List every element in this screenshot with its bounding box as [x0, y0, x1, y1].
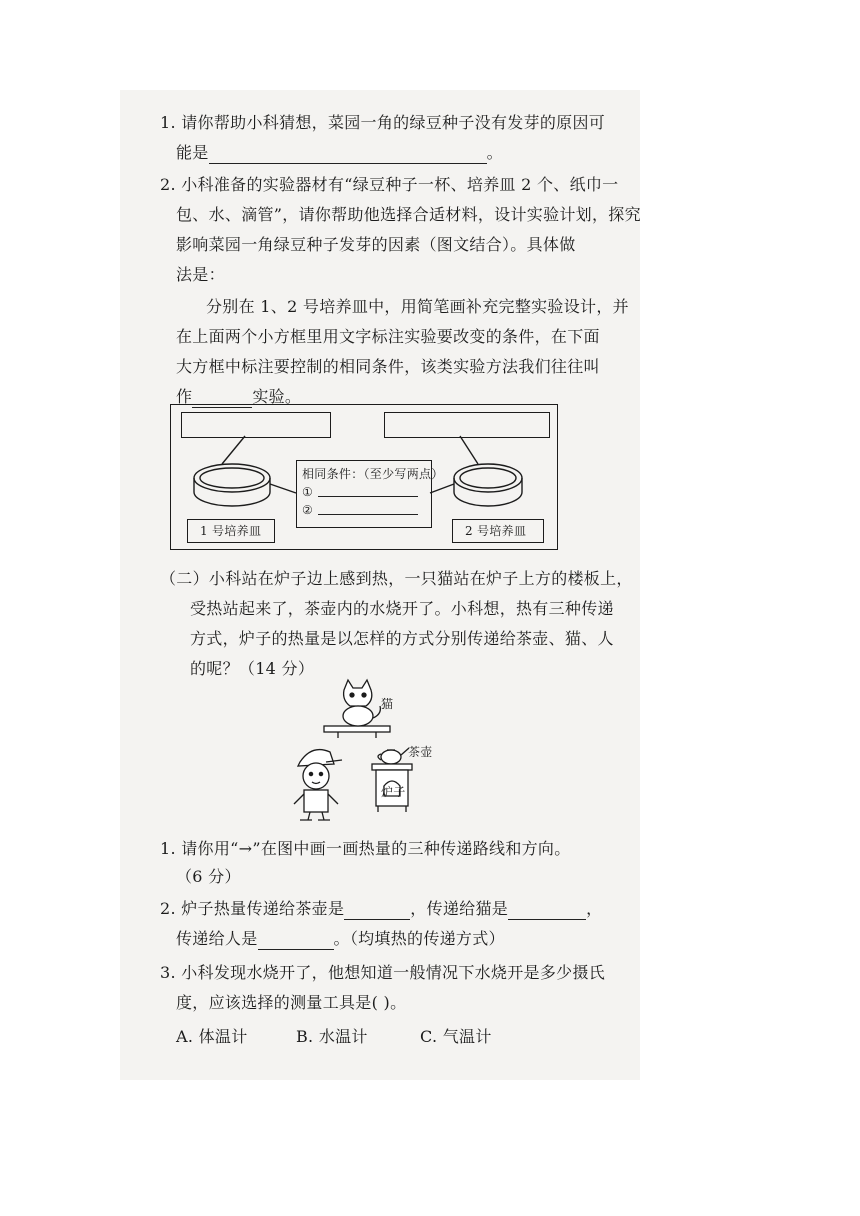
shelf: [324, 726, 390, 738]
p2-q1-line2: （6 分）: [176, 867, 241, 886]
q2-para4-suffix: 实验。: [252, 387, 302, 406]
p2-q2-note: 。（均填热的传递方式）: [333, 929, 505, 948]
cat-transfer-blank[interactable]: [508, 901, 586, 920]
q2-line4: 法是：: [176, 265, 225, 284]
person-transfer-blank[interactable]: [258, 931, 334, 950]
stove-label: 炉子: [381, 785, 406, 799]
q1-line1: 1. 请你帮助小科猜想，菜园一角的绿豆种子没有发芽的原因可: [160, 113, 606, 132]
option-a[interactable]: A. 体温计: [176, 1027, 248, 1046]
same-condition-1: ①: [302, 485, 314, 499]
p2-q2-line2: [176, 928, 505, 950]
p2-q2-line1: [160, 898, 602, 920]
teapot-transfer-blank[interactable]: [344, 901, 410, 920]
p2-q3-line2: 度，应该选择的测量工具是( )。: [176, 993, 407, 1012]
part2-intro-line3: 方式，炉子的热量是以怎样的方式分别传递给茶壶、猫、人: [190, 629, 614, 648]
same-conditions-title: 相同条件：（至少写两点）: [302, 467, 444, 481]
q2-para2: 在上面两个小方框里用文字标注实验要改变的条件，在下面: [176, 327, 600, 346]
q2-para4-prefix: 作: [176, 387, 193, 406]
q2-line3: 影响菜园一角绿豆种子发芽的因素（图文结合）。具体做: [176, 235, 576, 254]
q1-suffix: 。: [486, 143, 503, 162]
p2-q2-cat-prompt: ，传递给猫是: [410, 899, 509, 918]
dish2-label: 2 号培养皿: [465, 524, 527, 538]
p2-q3-line1: 3. 小科发现水烧开了，他想知道一般情况下水烧开是多少摄氏: [160, 963, 606, 982]
p2-q2-teapot-prompt: 2. 炉子热量传递给茶壶是: [160, 899, 345, 918]
option-c[interactable]: C. 气温计: [420, 1027, 492, 1046]
q2-line1: 2. 小科准备的实验器材有“绿豆种子一杯、培养皿 2 个、纸巾一: [160, 175, 619, 194]
teapot-label: 茶壶: [408, 745, 433, 759]
q1-prefix: 能是: [176, 143, 209, 162]
part2-intro-line2: 受热站起来了，茶壶内的水烧开了。小科想，热有三种传递: [190, 599, 614, 618]
dish1-label: 1 号培养皿: [200, 524, 262, 538]
p2-q2-person-prompt: 传递给人是: [176, 929, 258, 948]
q2-line2: 包、水、滴管”，请你帮助他选择合适材料，设计实验计划，探究: [176, 205, 641, 224]
q2-para3: 大方框中标注要控制的相同条件，该类实验方法我们往往叫: [176, 357, 600, 376]
same-condition-2: ②: [302, 503, 314, 517]
cat-icon[interactable]: [343, 680, 380, 726]
cat-label: 猫: [381, 697, 394, 711]
option-b[interactable]: B. 水温计: [296, 1027, 368, 1046]
q2-para1: 分别在 1、2 号培养皿中，用简笔画补充完整实验设计，并: [206, 297, 629, 316]
teapot-icon[interactable]: [378, 748, 409, 764]
part2-intro-line1: （二）小科站在炉子边上感到热，一只猫站在炉子上方的楼板上，: [160, 569, 633, 588]
p2-q2-comma: ，: [586, 899, 603, 918]
p2-q1-line1: 1. 请你用“→”在图中画一画热量的三种传递路线和方向。: [160, 839, 571, 858]
boy-icon[interactable]: [294, 750, 342, 820]
part2-intro-line4: 的呢？（14 分）: [190, 659, 315, 678]
